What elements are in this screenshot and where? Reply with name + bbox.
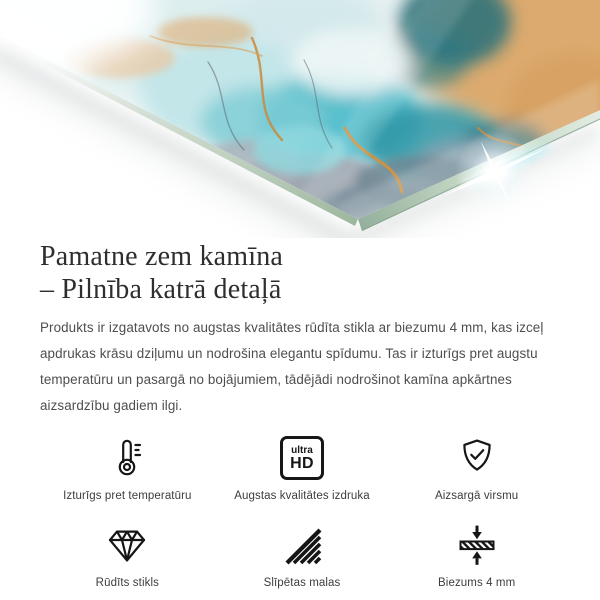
feature-label: Slīpētas malas [263,577,341,589]
feature-thickness [389,522,564,589]
feature-print-quality [215,435,390,502]
feature-beveled-edges [215,522,390,589]
feature-label: Izturīgs pret temperatūru [63,490,192,502]
feature-tempered-glass [40,522,215,589]
product-description-section [0,240,600,589]
page-title-line1: Pamatne zem kamīna [40,241,284,272]
page-title [40,240,564,306]
thickness-icon [455,522,499,568]
feature-label: Rūdīts stikls [95,577,159,589]
product-description-text: Produkts ir izgatavots no augstas kvalitātes rūdīta stikla ar biezumu 4 mm, kas izceļ apdrukas krāsu dziļumu un nodrošina elegantu spīdumu. Tas ir izturīgs pret augstu temperatūru un pasargā no bojājumiem, tādējādi nodrošinot kamīna apkārtnes aizsardzību gadiem ilgi. [40,320,544,413]
feature-grid [40,435,564,589]
feature-label: Augstas kvalitātes izdruka [234,490,370,502]
ultra-hd-text-bottom: HD [290,455,314,472]
feature-temperature [40,435,215,502]
hero-section [0,0,600,238]
shield-check-icon [455,435,499,481]
ultra-hd-text-top: ultra [291,445,313,456]
feature-protection [389,435,564,502]
beveled-edges-icon [280,522,324,568]
hero-product-image [0,0,600,238]
ultra-hd-icon [280,435,324,481]
thermometer-icon [105,435,149,481]
diamond-icon [105,522,149,568]
page-title-line2: – Pilnība katrā detaļā [40,274,282,305]
feature-label: Aizsargā virsmu [435,490,519,502]
feature-label: Biezums 4 mm [438,577,516,589]
